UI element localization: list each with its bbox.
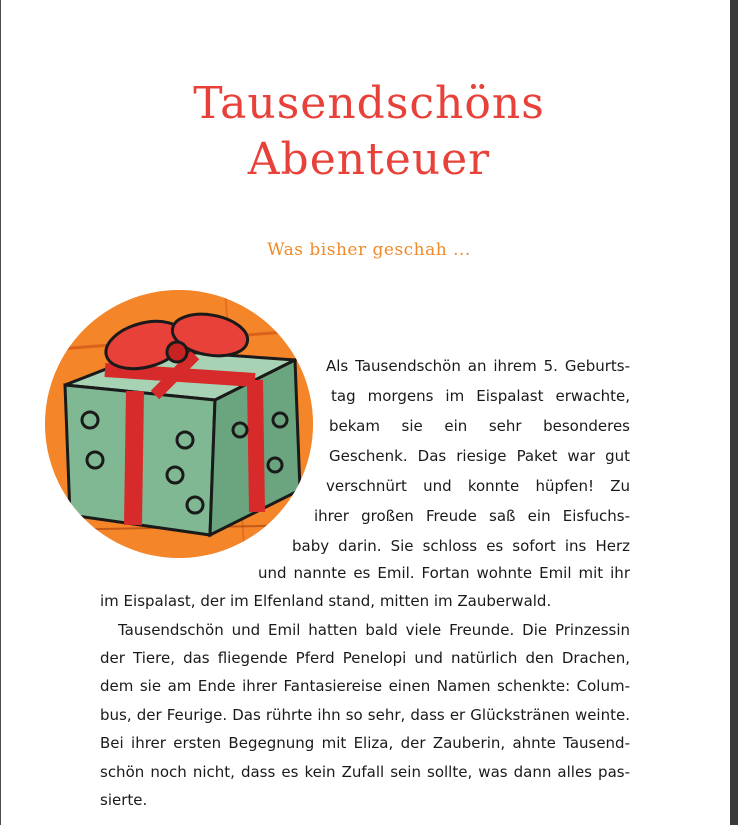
body-line: der Tiere, das fliegende Pferd Penelopi und natürlich den Drachen, [100,649,630,667]
body-line: tag morgens im Eispalast erwachte, [331,387,630,405]
page-title-line-2: Abenteuer [247,134,491,185]
body-line: dem sie am Ende ihrer Fantasiereise einen Namen schenkte: Colum- [100,677,630,695]
section-subtitle: Was bisher geschah ... [267,240,471,260]
gift-box-icon [45,290,313,558]
body-line: bus, der Feurige. Das rührte ihn so sehr, dass er Glückstränen weinte. [100,706,630,724]
page-title-line-1: Tausendschöns [193,78,545,129]
body-line: Tausendschön und Emil hatten bald viele Freunde. Die Prinzessin [118,621,630,639]
body-line: sierte. [100,791,148,809]
body-line: Als Tausendschön an ihrem 5. Geburts- [326,357,630,375]
body-line: im Eispalast, der im Elfenland stand, mitten im Zauberwald. [100,592,552,610]
body-line: bekam sie ein sehr besonderes [329,417,630,435]
body-line: ihrer großen Freude saß ein Eisfuchs- [314,507,630,525]
body-line: Bei ihrer ersten Begegnung mit Eliza, der Zauberin, ahnte Tausend- [100,734,630,752]
body-line: schön noch nicht, dass es kein Zufall sein sollte, was dann alles pas- [100,763,630,781]
body-line: baby darin. Sie schloss es sofort ins Herz [292,537,630,555]
body-line: verschnürt und konnte hüpfen! Zu [326,477,630,495]
body-line: und nannte es Emil. Fortan wohnte Emil mit ihr [258,564,630,582]
body-line: Geschenk. Das riesige Paket war gut [329,447,630,465]
